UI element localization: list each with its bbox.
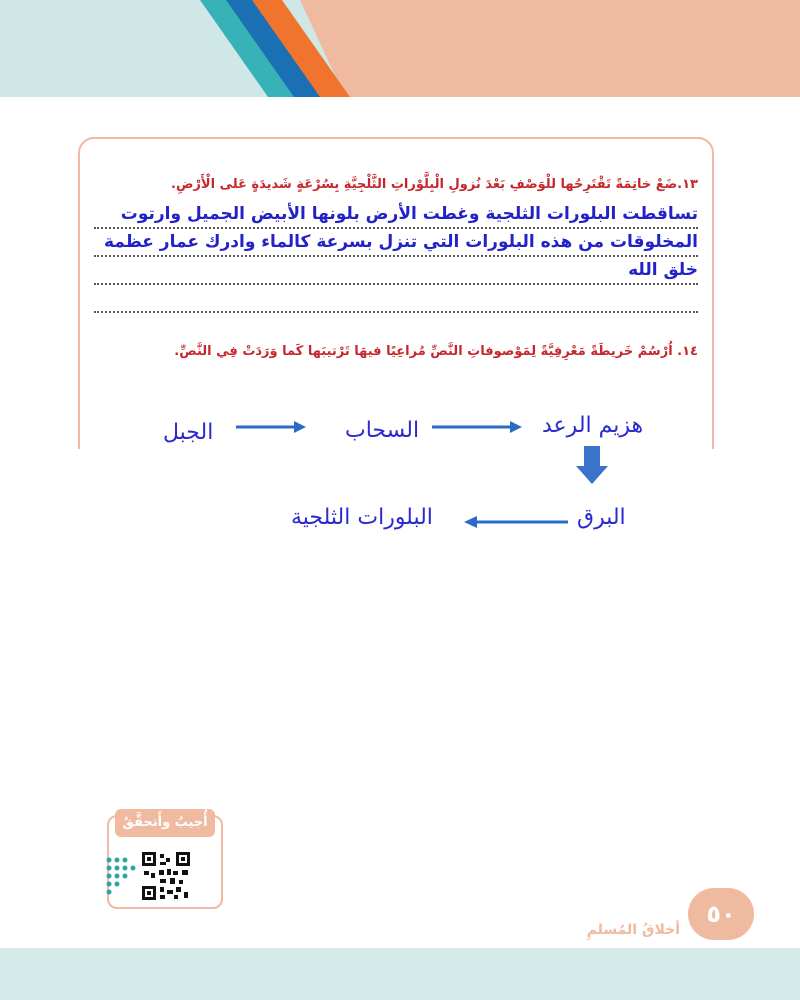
answer-line-2[interactable]: المخلوقات من هذه البلورات التي تنزل بسرعة كالماء وادرك عمار عظمة xyxy=(94,229,698,257)
answer-line-4[interactable] xyxy=(94,285,698,313)
concept-node-thunder: هزيم الرعد xyxy=(542,413,644,438)
qr-code-icon[interactable] xyxy=(142,852,190,900)
answer-check-label: أُجيبُ وأَتحقَّقُ xyxy=(115,809,215,837)
dots-decoration-icon xyxy=(105,856,137,896)
answer-line-3[interactable]: خلق الله xyxy=(94,257,698,285)
question-14: ١٤. اُرْسُمْ خَريطَةً مَعْرِفِيَّةً لِمَوْصوفاتِ النَّصِّ مُراعِيًا فيهَا تَرْتيبَها كَما وَرَدَتْ فِي النَّصِّ. xyxy=(174,344,698,359)
header-stripes-decoration xyxy=(0,0,800,97)
question-13: ١٣.ضَعْ خاتِمَةً تَقْتَرِحُها للْوَصْفِ بَعْدَ نُزولِ الْبِلَّوْراتِ الثَّلْجِيَّةِ بِسُرْعَةٍ شَديدَةٍ عَلى الْأَرْضِ. xyxy=(171,177,698,192)
answer-line-1[interactable]: تساقطت البلورات الثلجية وغطت الأرض بلونها الأبيض الجميل وارتوت xyxy=(94,201,698,229)
concept-node-mountain: الجبل xyxy=(163,420,214,445)
concept-node-clouds: السحاب xyxy=(345,418,420,443)
book-title: أخلاقُ المُسلمِ xyxy=(586,922,680,938)
footer-band xyxy=(0,948,800,1000)
page-number-badge: ٥٠ xyxy=(688,888,754,940)
concept-node-lightning: البرق xyxy=(577,505,626,530)
concept-node-snow-crystals: البلورات الثلجية xyxy=(291,505,433,530)
